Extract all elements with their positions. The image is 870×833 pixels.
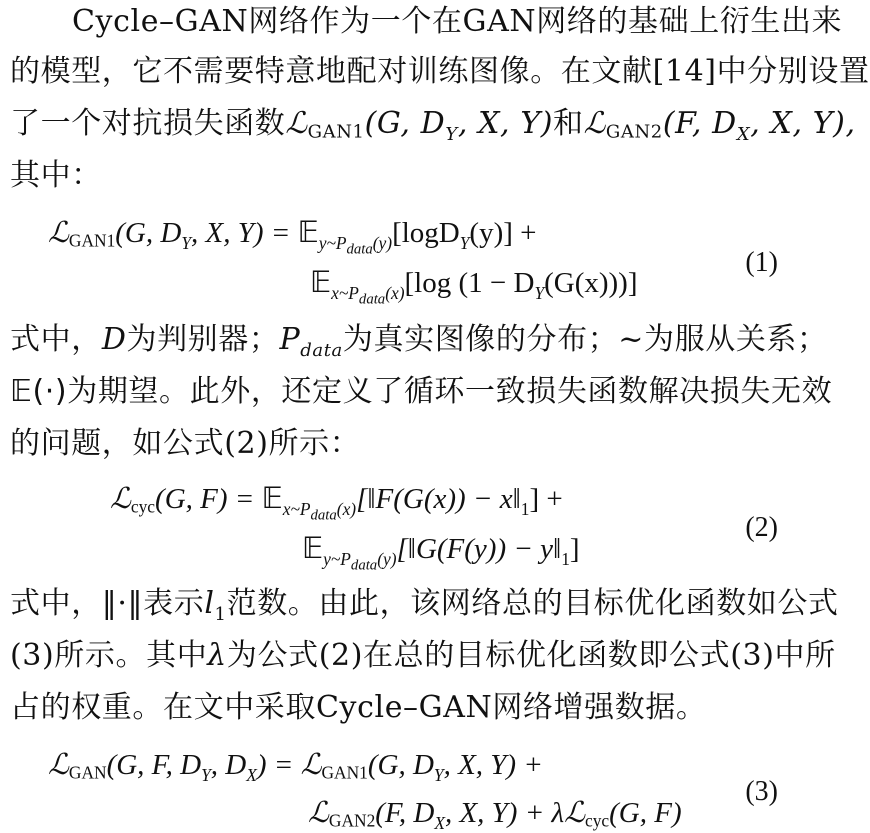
loss-args-sub: X — [736, 124, 751, 145]
eq-term-sub: Y — [534, 282, 545, 303]
eq-args: (G, F) — [609, 797, 682, 829]
eq-symbol: ℒ — [308, 795, 329, 829]
p2-text4: 为期望。此外，还定义了循环一致损失函数解决损失无效 — [67, 374, 833, 409]
eq-args: (G, F) = — [155, 483, 262, 515]
expectation-symbol: 𝔼 — [297, 215, 319, 249]
symbol-l-sub: 1 — [214, 604, 227, 625]
equation2-number: (2) — [745, 512, 778, 543]
equation1-number: (1) — [745, 247, 778, 278]
eq-subscript: cyc — [130, 496, 156, 517]
equation2-line1 — [110, 478, 563, 524]
eq-args-rest: ) = — [256, 749, 301, 781]
expectation-op: 𝔼(·) — [10, 374, 68, 409]
expectation-symbol: 𝔼 — [302, 531, 324, 565]
eq-term-sub: 1 — [520, 498, 530, 519]
expectation-subscript: x~Pdata(x) — [282, 498, 357, 524]
paragraph1-line3 — [10, 104, 856, 144]
eq-term: [logD — [392, 217, 460, 249]
loss-args-rest: , X, Y), — [750, 106, 856, 141]
equation2-line2 — [302, 528, 580, 574]
eq-symbol: ℒ — [300, 747, 322, 781]
expectation-symbol: 𝔼 — [310, 265, 332, 299]
eq-symbol: ℒ — [110, 481, 131, 515]
symbol-P: P — [279, 322, 301, 357]
eq-symbol: ℒ — [48, 215, 69, 249]
symbol-D: D — [101, 322, 127, 357]
paragraph2-line3: 的问题，如公式(2)所示： — [10, 426, 361, 461]
eq-term-sub: Y — [459, 232, 470, 253]
eq-term: [log (1 − D — [404, 267, 535, 299]
equation1-line2 — [310, 262, 638, 308]
eq-term-rest: ] — [569, 533, 580, 565]
paragraph2-line1 — [10, 320, 828, 360]
loss-subscript: GAN1 — [307, 121, 365, 143]
eq-subscript: GAN1 — [68, 230, 116, 251]
p2-text2: 为判别器； — [126, 322, 280, 357]
eq-symbol: ℒ — [564, 795, 585, 829]
equation3-line1 — [48, 744, 543, 785]
eq-subscript: GAN2 — [328, 810, 376, 831]
loss-subscript: GAN2 — [605, 121, 663, 143]
eq-subscript: GAN — [68, 762, 107, 783]
paragraph1-line4: 其中： — [10, 158, 102, 193]
loss-args-rest: , X, Y) — [457, 106, 554, 141]
symbol-P-sub: data — [300, 340, 343, 361]
eq-args-sub: Y — [201, 764, 211, 785]
equation3-number: (3) — [745, 776, 778, 807]
eq-term-rest: ] + — [529, 483, 563, 515]
eq-args-mid: , D — [210, 749, 247, 781]
paragraph1-line1: Cycle–GAN网络作为一个在GAN网络的基础上衍生出来 — [72, 4, 843, 39]
loss-args: (F, D — [662, 106, 737, 141]
p3-text4: 为公式(2)在总的目标优化函数即公式(3)中所 — [226, 638, 836, 673]
eq-args-rest: , X, Y) + — [443, 749, 543, 781]
equation1-line1 — [48, 212, 537, 258]
p2-text1: 式中， — [10, 322, 102, 357]
loss-symbol: ℒ — [583, 106, 606, 141]
expectation-subscript: y~Pdata(y) — [323, 548, 397, 574]
loss-symbol: ℒ — [285, 106, 308, 141]
expectation-subscript: x~Pdata(x) — [331, 282, 405, 308]
expectation-symbol: 𝔼 — [261, 481, 283, 515]
eq-term-sub: 1 — [561, 548, 570, 569]
eq-args-sub: X — [434, 812, 445, 833]
p3-text1: 式中，‖·‖表示 — [10, 586, 205, 621]
eq-symbol: ℒ — [48, 747, 69, 781]
symbol-lambda: λ — [207, 638, 227, 673]
eq-subscript: cyc — [585, 810, 610, 831]
paragraph3-line1 — [10, 584, 839, 624]
eq-args-sub: Y — [181, 232, 191, 253]
eq-term-rest: (y)] + — [469, 217, 537, 249]
eq-args-rest: , X, Y) = — [190, 217, 298, 249]
eq-args-sub: X — [246, 764, 257, 785]
eq-args: (G, D — [367, 749, 434, 781]
loss-args: (G, D — [364, 106, 446, 141]
p1-text2: 和 — [553, 106, 584, 141]
symbol-l: l — [204, 586, 215, 621]
eq-args-sub: Y — [433, 764, 444, 785]
expectation-subscript: y~Pdata(y) — [318, 232, 393, 258]
p3-text2: 范数。由此，该网络总的目标优化函数如公式 — [226, 586, 839, 621]
eq-args: (G, F, D — [106, 749, 202, 781]
p2-text3: 为真实图像的分布；~为服从关系； — [342, 322, 828, 357]
eq-args: (G, D — [115, 217, 182, 249]
eq-args: (F, D — [375, 797, 435, 829]
equation3-line2 — [308, 792, 682, 833]
paragraph3-line3: 占的权重。在文中采取Cycle–GAN网络增强数据。 — [10, 690, 707, 725]
paragraph1-line2: 的模型，它不需要特意地配对训练图像。在文献[14]中分别设置 — [10, 54, 870, 89]
paragraph2-line2 — [10, 372, 832, 412]
eq-subscript: GAN1 — [321, 762, 368, 783]
eq-term: [‖F(G(x)) − x‖ — [356, 483, 521, 515]
p3-text3: (3)所示。其中 — [10, 638, 208, 673]
eq-term-rest: (G(x)))] — [544, 267, 638, 299]
p1-text1: 了一个对抗损失函数 — [10, 106, 286, 141]
paragraph3-line2 — [10, 636, 836, 676]
eq-args-rest: , X, Y) + λ — [444, 797, 565, 829]
loss-args-sub: Y — [445, 124, 458, 145]
eq-term: [‖G(F(y)) − y‖ — [396, 533, 562, 565]
